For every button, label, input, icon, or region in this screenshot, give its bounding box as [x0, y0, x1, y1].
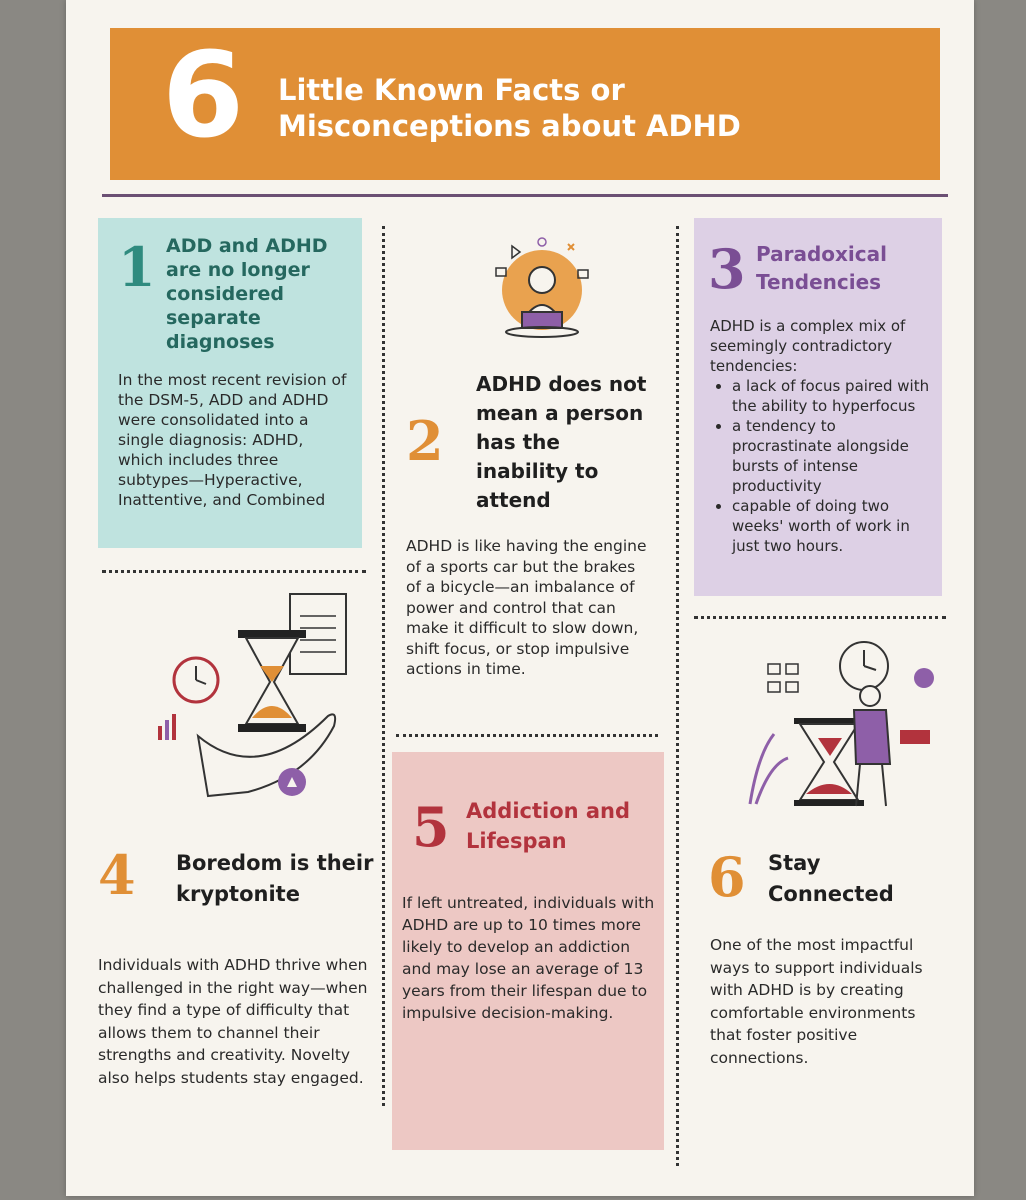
- fact-heading-1: ADD and ADHD are no longer considered separate diagnoses: [166, 235, 328, 353]
- person-phone-hourglass-illustration: [734, 634, 934, 814]
- horizontal-divider-middle: [396, 734, 658, 737]
- fact-heading-4: Boredom is their kryptonite: [176, 851, 374, 906]
- vertical-divider-right: [676, 226, 679, 1166]
- fact-number-3: 3: [708, 237, 746, 301]
- fact-card-4: [98, 586, 388, 1146]
- fact-heading-2: ADHD does not mean a person has the inability to attend: [476, 372, 647, 512]
- tendency-list: [710, 376, 936, 556]
- fact-body-5: If left untreated, individuals with ADHD are up to 10 times more likely to develop an addiction and may lose an average of 13 years from their lifespan due to impulsive decision-making.: [402, 894, 655, 1022]
- fact-heading-3: Paradoxical Tendencies: [756, 242, 887, 294]
- fact-body-2: ADHD is like having the engine of a sports car but the brakes of a bicycle—an imbalance of power and control that can make it difficult to slow down, shift focus, or stop impulsive actions in time.: [406, 537, 647, 678]
- fact-card-1: [98, 218, 362, 548]
- title-banner: [110, 28, 940, 180]
- fact-body-1: In the most recent revision of the DSM-5, ADD and ADHD were consolidated into a single diagnosis: ADHD, which includes three subtypes—Hyperactive, Inattentive, and Combined: [118, 371, 347, 509]
- fact-card-2: [396, 218, 656, 728]
- fact-card-3: [694, 218, 942, 596]
- fact-number-1: 1: [118, 235, 156, 299]
- horizontal-divider-right: [694, 616, 946, 619]
- fact-card-5: [392, 752, 664, 1150]
- title-divider: [102, 194, 948, 197]
- banner-number: 6: [162, 26, 245, 164]
- fact-body-6: One of the most impactful ways to support individuals with ADHD is by creating comfortable environments that foster positive connections.: [710, 936, 923, 1067]
- tendency-item: • a tendency to procrastinate alongside bursts of intense productivity: [732, 416, 936, 496]
- fact-number-2: 2: [406, 409, 444, 473]
- hourglass-hand-illustration: [138, 586, 368, 816]
- fact-intro-3: ADHD is a complex mix of seemingly contradictory tendencies:: [710, 317, 906, 375]
- poster-sheet: [66, 0, 974, 1196]
- fact-heading-5: Addiction and Lifespan: [466, 799, 631, 853]
- fact-heading-6: Stay Connected: [768, 851, 894, 906]
- poster-title-line1: Little Known Facts or: [278, 73, 625, 107]
- tendency-item: • capable of doing two weeks' worth of work in just two hours.: [732, 496, 936, 556]
- fact-number-4: 4: [98, 843, 136, 907]
- fact-number-6: 6: [708, 845, 746, 909]
- person-working-illustration: [482, 228, 602, 348]
- tendency-item: • a lack of focus paired with the ability to hyperfocus: [732, 376, 936, 416]
- horizontal-divider-left: [102, 570, 366, 573]
- fact-card-6: [694, 630, 954, 1090]
- fact-body-3: [710, 316, 936, 556]
- fact-number-5: 5: [412, 795, 450, 859]
- poster-title-line2: Misconceptions about ADHD: [278, 109, 741, 143]
- fact-body-4: Individuals with ADHD thrive when challenged in the right way—when they find a type of difficulty that allows them to channel their strengths and creativity. Novelty also helps students stay engaged.: [98, 956, 368, 1087]
- poster-title: [278, 72, 741, 144]
